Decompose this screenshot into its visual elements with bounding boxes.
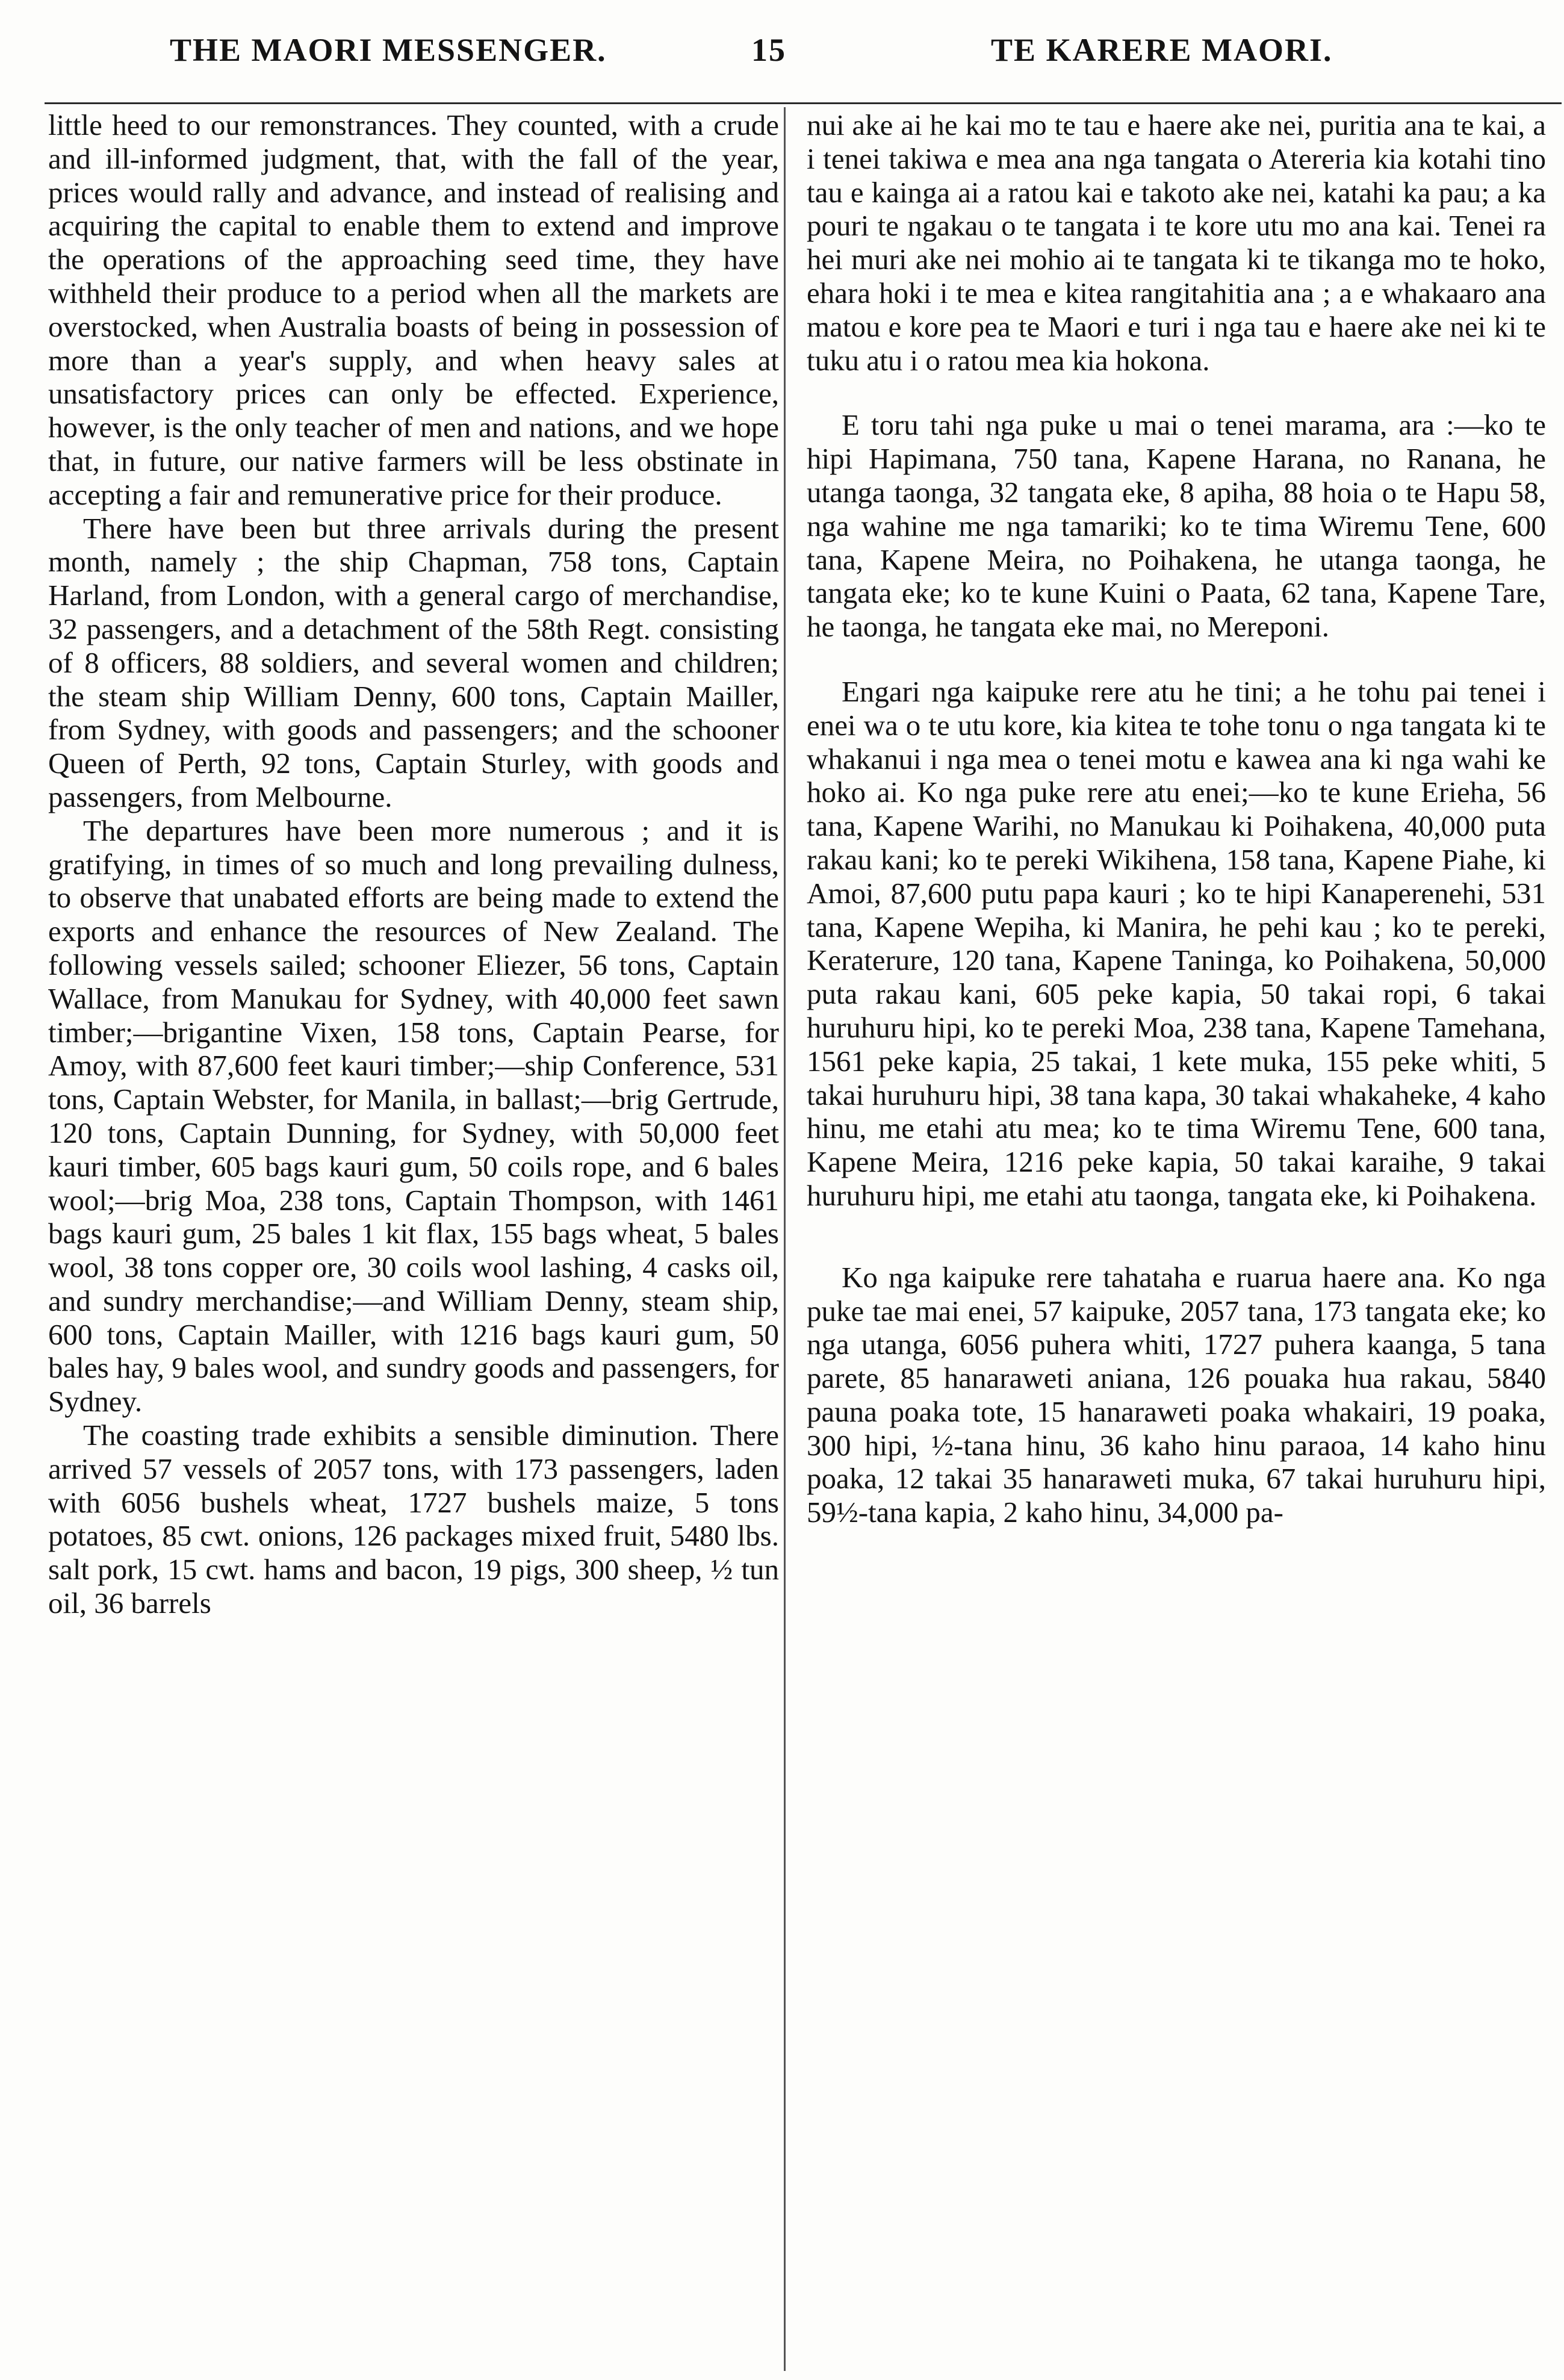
english-paragraph-coasting-trade: The coasting trade exhibits a sensible diminution. There arrived 57 vessels of 2057 tons, with 173 passengers, laden with 6056 bushels wheat, 1727 bushels maize, 5 tons potatoes, 85 cwt. onions, 126 packages mixed fruit, 5480 lbs. salt pork, 15 cwt. hams and bacon, 19 pigs, 300 sheep, ½ tun oil, 36 barrels (48, 1418, 779, 1620)
maori-paragraph-puke-u-mai: E toru tahi nga puke u mai o tenei marama, ara :—ko te hipi Hapimana, 750 tana, Kapene Harana, no Ranana, he utanga taonga, 32 tangata eke, 8 apiha, 88 hoia o te Hapu 58, nga wahine me nga tamariki; ko te tima Wiremu Tene, 600 tana, Kapene Meira, no Poihakena, he utanga taonga, he tangata eke; ko te kune Kuini o Paata, 62 tana, Kapene Tare, he taonga, he tangata eke mai, no Mereponi. (807, 408, 1546, 644)
english-column (48, 108, 779, 1620)
english-paragraph-departures: The departures have been more numerous ; and it is gratifying, in times of so much and long prevailing dulness, to observe that unabated efforts are being made to extend the exports and enhance the resources of New Zealand. The following vessels sailed; schooner Eliezer, 56 tons, Captain Wallace, from Manukau for Sydney, with 40,000 feet sawn timber;—brigantine Vixen, 158 tons, Captain Pearse, for Amoy, with 87,600 feet kauri timber;—ship Conference, 531 tons, Captain Webster, for Manila, in ballast;—brig Gertrude, 120 tons, Captain Dunning, for Sydney, with 50,000 feet kauri timber, 605 bags kauri gum, 50 coils rope, and 6 bales wool;—brig Moa, 238 tons, Captain Thompson, with 1461 bags kauri gum, 25 bales 1 kit flax, 155 bags wheat, 5 bales wool, 38 tons copper ore, 30 coils wool lashing, 4 casks oil, and sundry merchandise;—and William Denny, steam ship, 600 tons, Captain Mailler, with 1216 bags kauri gum, 50 bales hay, 9 bales wool, and sundry goods and passengers, for Sydney. (48, 813, 779, 1418)
header-rule (45, 102, 1562, 104)
maori-paragraph-kai: nui ake ai he kai mo te tau e haere ake nei, puritia ana te kai, a i tenei takiwa e mea ana nga tangata o Atereria kia kotahi tino tau e kainga ai a ratou kai e takoto ake nei, katahi ka pau; a ka pouri te ngakau o te tangata i te kore utu mo ana kai. Tenei ra hei muri ake nei mohio ai te tangata ki te tikanga mo te hoko, ehara hoki i te mea e kitea rangitahitia ana ; a e whakaaro ana matou e kore pea te Maori e turi i nga tau e haere ake nei ki te tuku atu i o ratou mea kia hokona. (807, 108, 1546, 377)
header-maori-title: TE KARERE MAORI. (991, 32, 1333, 68)
maori-paragraph-kaipuke-rere-atu: Engari nga kaipuke rere atu he tini; a he tohu pai tenei i enei wa o te utu kore, kia kitea te tohe tonu o nga tangata ki te whakanui i nga mea o tenei motu e kawea ana ki nga wahi ke hoko ai. Ko nga puke rere atu enei;—ko te kune Erieha, 56 tana, Kapene Warihi, no Manukau ki Poihakena, 40,000 puta rakau kani; ko te pereki Wikihena, 158 tana, Kapene Piahe, ki Amoi, 87,600 putu papa kauri ; ko te hipi Kanaperenehi, 531 tana, Kapene Wepiha, ki Manira, he pehi kau ; ko te pereki, Keraterure, 120 tana, Kapene Taninga, ko Poihakena, 50,000 puta rakau kani, 605 peke kapia, 50 takai ropi, 6 takai huruhuru hipi, ko te pereki Moa, 238 tana, Kapene Tamehana, 1561 peke kapia, 25 takai, 1 kete muka, 155 peke whiti, 5 takai huruhuru hipi, 38 tana kapa, 30 takai whakaheke, 4 kaho hinu, me etahi atu mea; ko te tima Wiremu Tene, 600 tana, Kapene Meira, 1216 peke kapia, 50 takai karaihe, 9 takai huruhuru hipi, me etahi atu taonga, tangata eke, ki Poihakena. (807, 674, 1546, 1212)
column-divider (784, 107, 786, 2371)
english-paragraph-arrivals: There have been but three arrivals during the present month, namely ; the ship Chapman, 758 tons, Captain Harland, from London, with a general cargo of merchandise, 32 passengers, and a detachment of the 58th Regt. consisting of 8 officers, 88 soldiers, and several women and children; the steam ship William Denny, 600 tons, Captain Mailler, from Sydney, with goods and passengers; and the schooner Queen of Perth, 92 tons, Captain Sturley, with goods and passengers, from Melbourne. (48, 511, 779, 813)
header-english-title: THE MAORI MESSENGER. (170, 32, 607, 68)
maori-column (807, 108, 1546, 1529)
maori-paragraph-rere-tahataha: Ko nga kaipuke rere tahataha e ruarua haere ana. Ko nga puke tae mai enei, 57 kaipuke, 2057 tana, 173 tangata eke; ko nga utanga, 6056 puhera whiti, 1727 puhera kaanga, 5 tana parete, 85 hanaraweti aniana, 126 pouaka hua rakau, 5840 pauna poaka tote, 15 hanaraweti poaka whakairi, 19 poaka, 300 hipi, ½-tana hinu, 36 kaho hinu paraoa, 14 kaho hinu poaka, 12 takai 35 hanaraweti muka, 67 takai huruhuru hipi, 59½-tana kapia, 2 kaho hinu, 34,000 pa- (807, 1260, 1546, 1529)
english-paragraph-remonstrances: little heed to our remonstrances. They counted, with a crude and ill-informed judgment, that, with the fall of the year, prices would rally and advance, and instead of realising and acquiring the capital to enable them to extend and improve the operations of the approaching seed time, they have withheld their produce to a period when all the markets are overstocked, when Australia boasts of being in possession of more than a year's supply, and when heavy sales at unsatisfactory prices can only be effected. Experience, however, is the only teacher of men and nations, and we hope that, in future, our native farmers will be less obstinate in accepting a fair and remunerative price for their produce. (48, 108, 779, 511)
page-number: 15 (751, 32, 786, 68)
